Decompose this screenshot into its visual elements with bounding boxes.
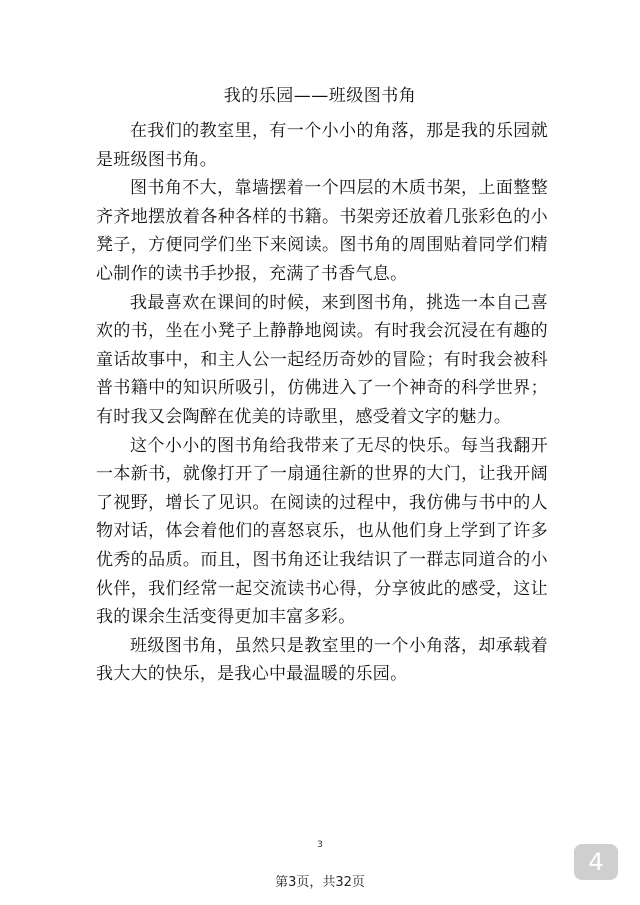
- page-number: 3: [317, 840, 323, 850]
- paragraph-5: 班级图书角，虽然只是教室里的一个小角落，却承载着我大大的快乐，是我心中最温暖的乐园。: [96, 635, 548, 685]
- paragraph-2: 图书角不大，靠墙摆着一个四层的木质书架，上面整整齐齐地摆放着各种各样的书籍。书架旁还放着几张彩色的小凳子，方便同学们坐下来阅读。图书角的周围贴着同学们精心制作的读书手抄报，充满了书香气息。: [96, 178, 548, 284]
- document-title: 我的乐园——班级图书角: [223, 86, 417, 106]
- page-badge: 4: [574, 844, 618, 880]
- paragraph-4: 这个小小的图书角给我带来了无尽的快乐。每当我翻开一本新书，就像打开了一扇通往新的世界的大门，让我开阔了视野，增长了见识。在阅读的过程中，我仿佛与书中的人物对话，体会着他们的喜怒哀乐，也从他们身上学到了许多优秀的品质。而且，图书角还让我结识了一群志同道合的小伙伴，我们经常一起交流读书心得，分享彼此的感受，这让我的课余生活变得更加丰富多彩。: [96, 435, 548, 628]
- document-body: [96, 117, 548, 689]
- paragraph-3: 我最喜欢在课间的时候，来到图书角，挑选一本自己喜欢的书，坐在小凳子上静静地阅读。有时我会沉浸在有趣的童话故事中，和主人公一起经历奇妙的冒险；有时我会被科普书籍中的知识所吸引，仿佛进入了一个神奇的科学世界；有时我又会陶醉在优美的诗歌里，感受着文字的魅力。: [96, 292, 548, 427]
- paragraph-1: 在我们的教室里，有一个小小的角落，那是我的乐园就是班级图书角。: [96, 121, 548, 170]
- page-footer: 第3页，共32页: [275, 875, 365, 890]
